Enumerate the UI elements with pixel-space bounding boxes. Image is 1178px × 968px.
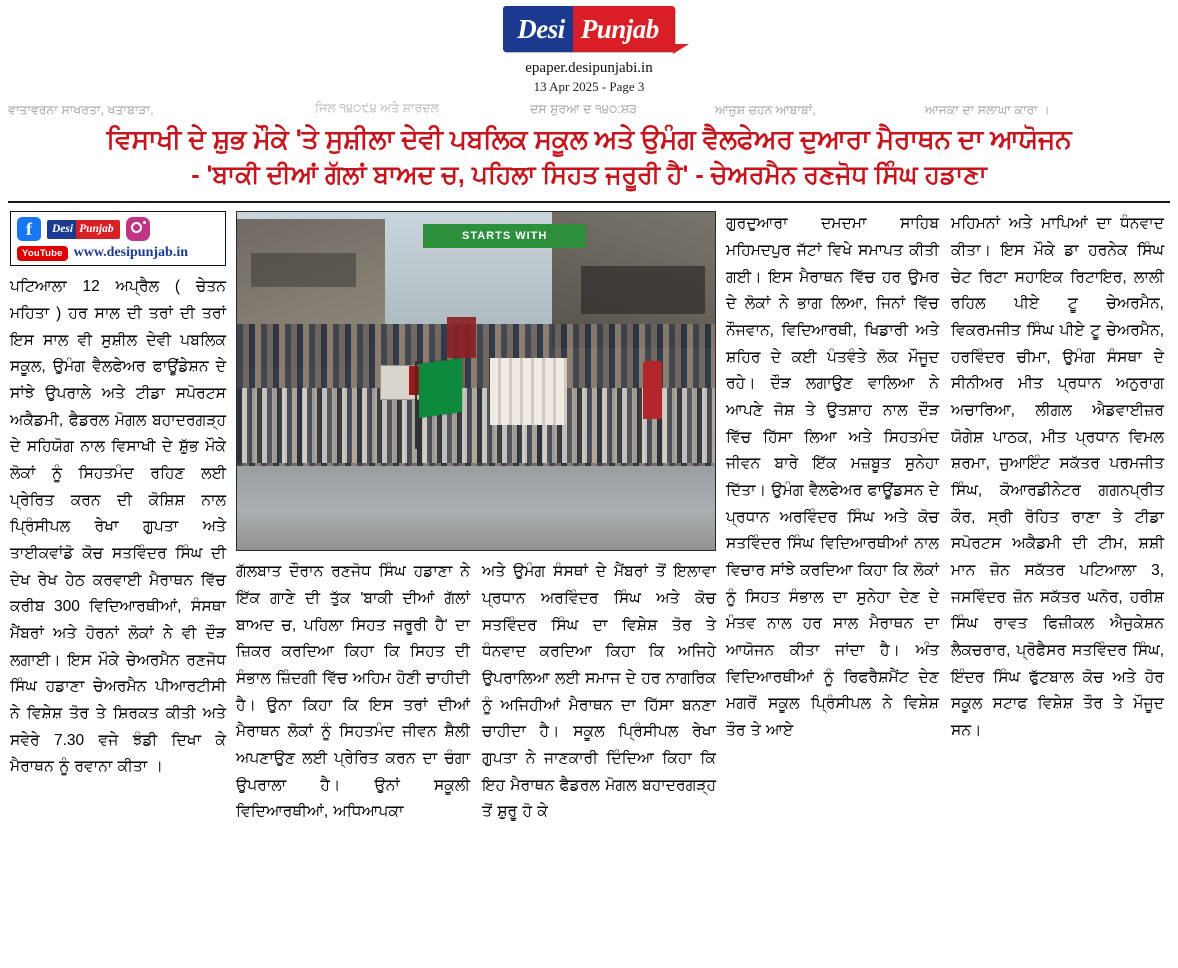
bleed-text-2: ਜਿਲ ੧੪੦੯੪ ਅਤੇ ਸ਼ਾਰਦਲ [315, 101, 439, 115]
mini-logo-text-desi: Desi [47, 220, 76, 239]
bleed-through-strip [0, 99, 1178, 121]
bleed-text-4: ਆਜ਼ੁਸ਼ ਚਹਨ ਆਬਾਬਾਂ, [715, 103, 816, 117]
article-column-b: ਅਤੇ ਉਮੰਗ ਸੰਸਥਾਂ ਦੇ ਮੈਂਬਰਾਂ ਤੋਂ ਇਲਾਵਾ ਪ੍ਰਧਾਨ ਅਰਵਿੰਦਰ ਸਿੰਘ ਅਤੇ ਕੋਚ ਸਤਵਿੰਦਰ ਸਿੰਘ ਦਾ ਵਿਸ਼ੇਸ਼ ਤੋਰ ਤੇ ਧੰਨਵਾਦ ਕਰਦਿਆ ਕਿਹਾ ਕਿ ਅਜਿਹੇ ਉਪਰਾਲਿਆ ਲਈ ਸਮਾਜ ਦੇ ਹਰ ਨਾਗਰਿਕ ਨੂੰ ਅਜਿਹੀਆਂ ਮੈਰਾਥਨ ਦਾ ਹਿੱਸਾ ਬਨਣਾ ਚਾਹੀਦਾ ਹੈ। ਸਕੂਲ ਪ੍ਰਿੰਸੀਪਲ ਰੇਖਾ ਗੁਪਤਾ ਨੇ ਜਾਣਕਾਰੀ ਦਿੰਦਿਆ ਕਿਹਾ ਕਿ ਇਹ ਮੈਰਾਥਨ ਫੈਡਰਲ ਮੋਗਲ ਬਹਾਦਰਗੜ੍ਹ ਤੋਂ ਸ਼ੁਰੂ ਹੋ ਕੇ [482, 563, 716, 821]
masthead [0, 0, 1178, 95]
desi-punjab-logo [503, 6, 675, 52]
photo-green-flag [419, 358, 462, 418]
photo-shop-right [581, 266, 705, 313]
bleed-text-1: ਵਾਤਾਵਰਨਾ ਸਾਖਰਤਾ, ਖਤਾਬਾੜਾ, [8, 103, 154, 117]
column-left [10, 211, 226, 925]
photo-overhead-banner: STARTS WITH [423, 224, 586, 248]
article-headline [0, 121, 1178, 191]
epaper-url[interactable]: epaper.desipunjabi.in [525, 60, 653, 76]
photo-flag-pole [415, 361, 417, 449]
headline-line-2: - 'ਬਾਕੀ ਦੀਆਂ ਗੱਲਾਂ ਬਾਅਦ ਚ, ਪਹਿਲਾ ਸਿਹਤ ਜਰੂਰੀ ਹੈ' - ਚੇਅਰਮੈਨ ਰਣਜੋਧ ਸਿੰਘ ਹਡਾਣਾ [191, 160, 987, 189]
social-media-box [10, 211, 226, 266]
website-url[interactable]: www.desipunjab.in [73, 245, 189, 261]
photo-shop-left [251, 253, 356, 287]
photo-person-red-shirt [643, 361, 662, 418]
article-column-c: ਗੁਰਦੁਆਰਾ ਦਮਦਮਾ ਸਾਹਿਬ ਮਹਿਮਦਪੁਰ ਜੱਟਾਂ ਵਿਖੇ ਸਮਾਪਤ ਕੀਤੀ ਗਈ। ਇਸ ਮੈਰਾਥਨ ਵਿੱਚ ਹਰ ਉਮਰ ਦੇ ਲੋਕਾਂ ਨੇ ਭਾਗ ਲਿਆ, ਜਿਨਾਂ ਵਿੱਚ ਨੌਜਵਾਨ, ਵਿਦਿਆਰਥੀ, ਖਿਡਾਰੀ ਅਤੇ ਸ਼ਹਿਰ ਦੇ ਕਈ ਪੰਤਵੰਤੇ ਲੋਕ ਮੌਜੂਦ ਰਹੇ। ਦੌੜ ਲਗਾਉਣ ਵਾਲਿਆ ਨੇ ਆਪਣੇ ਜੋਸ਼ ਤੇ ਉਤਸ਼ਾਹ ਨਾਲ ਦੌੜ ਵਿੱਚ ਹਿੱਸਾ ਲਿਆ ਅਤੇ ਸਿਹਤਮੰਦ ਜੀਵਨ ਬਾਰੇ ਇੱਕ ਮਜ਼ਬੂਤ ਸੁਨੇਹਾ ਦਿੱਤਾ। ਉਮੰਗ ਵੈਲਫੇਅਰ ਫਾਊਂਡਸਨ ਦੇ ਪ੍ਰਧਾਨ ਅਰਵਿੰਦਰ ਸਿੰਘ ਅਤੇ ਕੋਚ ਸਤਵਿੰਦਰ ਸਿੰਘ ਵਿਦਿਆਰਥੀਆਂ ਨਾਲ ਵਿਚਾਰ ਸਾਂਝੇ ਕਰਦਿਆ ਕਿਹਾ ਕਿ ਲੋਕਾਂ ਨੂੰ ਸਿਹਤ ਸੰਭਾਲ ਦਾ ਸੁਨੇਹਾ ਦੇਣ ਦੇ ਮੰਤਵ ਨਾਲ ਹਰ ਸਾਲ ਮੈਰਾਥਨ ਦਾ ਆਯੋਜਨ ਕੀਤਾ ਜਾਂਦਾ ਹੈ। ਅੰਤ ਵਿਦਿਆਰਥੀਆਂ ਨੂੰ ਰਿਫਰੈਸ਼ਮੈਂਟ ਦੇਣ ਮਗਰੋਂ ਸਕੂਲ ਪ੍ਰਿੰਸੀਪਲ ਨੇ ਵਿਸ਼ੇਸ਼ ਤੌਰ ਤੇ ਆਏ [726, 215, 939, 739]
mini-logo-text-punjab: Punjab [76, 220, 120, 239]
column-middle [236, 211, 716, 925]
facebook-icon[interactable]: f [17, 217, 41, 241]
headline-line-1: ਵਿਸਾਖੀ ਦੇ ਸ਼ੁਭ ਮੌਕੇ 'ਤੇ ਸੁਸ਼ੀਲਾ ਦੇਵੀ ਪਬਲਿਕ ਸਕੂਲ ਅਤੇ ਉਮੰਗ ਵੈਲਫੇਅਰ ਦੁਆਰਾ ਮੈਰਾਥਨ ਦਾ ਆਯੋਜਨ [106, 124, 1072, 154]
bleed-text-3: ਦਸ ਸ਼ੁਰਆ ਦ ੧੪੦:ਸ਼੩ [530, 102, 637, 116]
photo-foreground-shadow [237, 510, 715, 551]
article-lead-paragraph: ਪਟਿਆਲਾ 12 ਅਪ੍ਰੈਲ ( ਚੇਤਨ ਮਹਿਤਾ ) ਹਰ ਸਾਲ ਦੀ ਤਰਾਂ ਦੀ ਤਰਾਂ ਇਸ ਸਾਲ ਵੀ ਸੁਸ਼ੀਲ ਦੇਵੀ ਪਬਲਿਕ ਸਕੂਲ, ਉਮੰਗ ਵੈਲਫੇਅਰ ਫਾਊਂਡੇਸ਼ਨ ਦੇ ਸਾਂਝੇ ਉਪਰਾਲੇ ਅਤੇ ਟੀਡਾ ਸਪੋਰਟਸ ਅਕੈਡਮੀ, ਫੈਡਰਲ ਮੋਗਲ ਬਹਾਦਰਗੜ੍ਹ ਦੇ ਸਹਿਯੋਗ ਨਾਲ ਵਿਸਾਖੀ ਦੇ ਸ਼ੁੱਭ ਮੌਕੇ ਲੋਕਾਂ ਨੂੰ ਸਿਹਤਮੰਦ ਰਹਿਣ ਲਈ ਪ੍ਰੇਰਿਤ ਕਰਨ ਦੀ ਕੋਸ਼ਿਸ਼ ਨਾਲ ਪ੍ਰਿੰਸੀਪਲ ਰੇਖਾ ਗੁਪਤਾ ਅਤੇ ਤਾਈਕਵਾਂਡੋ ਕੋਚ ਸਤਵਿੰਦਰ ਸਿੰਘ ਦੀ ਦੇਖ ਰੇਖ ਹੇਠ ਕਰਵਾਈ ਮੈਰਾਥਨ ਵਿੱਚ ਕਰੀਬ 300 ਵਿਦਿਆਰਥੀਆਂ, ਸੰਸਥਾ ਮੈਂਬਰਾਂ ਅਤੇ ਹੋਰਨਾਂ ਲੋਕਾਂ ਨੇ ਵੀ ਦੌੜ ਲਗਾਈ। ਇਸ ਮੌਕੇ ਚੇਅਰਮੈਨ ਰਣਜੋਧ ਸਿੰਘ ਹਡਾਣਾ ਚੇਅਰਮੈਨ ਪੀਆਰਟੀਸੀ ਨੇ ਵਿਸ਼ੇਸ਼ ਤੋਰ ਤੇ ਸ਼ਿਰਕਤ ਕੀਤੀ ਅਤੇ ਸਵੇਰੇ 7.30 ਵਜੇ ਝੰਡੀ ਦਿਖਾ ਕੇ ਮੈਰਾਥਨ ਨੂੰ ਰਵਾਨਾ ਕੀਤਾ । [10, 278, 226, 776]
article-body [0, 203, 1178, 925]
column-right [726, 211, 1164, 925]
epaper-date-page: 13 Apr 2025 - Page 3 [533, 79, 645, 94]
photo-red-banner-cloth [447, 317, 476, 358]
article-column-a: ਗੱਲਬਾਤ ਦੌਰਾਨ ਰਣਜੋਧ ਸਿੰਘ ਹਡਾਣਾ ਨੇ ਇੱਕ ਗਾਣੇ ਦੀ ਤੁੱਕ 'ਬਾਕੀ ਦੀਆਂ ਗੱਲਾਂ ਬਾਅਦ ਚ, ਪਹਿਲਾ ਸਿਹਤ ਜਰੂਰੀ ਹੈ' ਦਾ ਜ਼ਿਕਰ ਕਰਦਿਆ ਕਿਹਾ ਕਿ ਸਿਹਤ ਦੀ ਸੰਭਾਲ ਜ਼ਿੰਦਗੀ ਵਿੱਚ ਅਹਿਮ ਹੋਣੀ ਚਾਹੀਦੀ ਹੈ। ਉਨਾ ਕਿਹਾ ਕਿ ਇਸ ਤਰਾਂ ਦੀਆਂ ਮੈਰਾਥਨ ਲੋਕਾਂ ਨੂੰ ਸਿਹਤਮੰਦ ਜੀਵਨ ਸ਼ੈਲੀ ਅਪਣਾਉਣ ਲਈ ਪ੍ਰੇਰਿਤ ਕਰਨ ਦਾ ਚੰਗਾ ਉਪਰਾਲਾ ਹੈ। ਉਨਾਂ ਸਕੂਲੀ ਵਿਦਿਆਰਥੀਆਂ, ਅਧਿਆਪਕਾ [236, 563, 470, 821]
logo-text-desi: Desi [503, 6, 573, 52]
instagram-icon[interactable] [126, 217, 150, 241]
marathon-photo [236, 211, 716, 551]
mini-desi-punjab-logo [47, 220, 120, 239]
logo-ribbon-tail [673, 44, 689, 54]
article-column-d: ਮਹਿਮਨਾਂ ਅਤੇ ਮਾਪਿਆਂ ਦਾ ਧੰਨਵਾਦ ਕੀਤਾ। ਇਸ ਮੌਕੇ ਡਾ ਹਰਨੇਕ ਸਿੰਘ ਚੇਟ ਰਿਟਾ ਸਹਾਇਕ ਰਿਟਾਇਰ, ਲਾਲੀ ਰਹਿਲ ਪੀਏ ਟੂ ਚੇਅਰਮੈਨ, ਵਿਕਰਮਜੀਤ ਸਿੰਘ ਪੀਏ ਟੂ ਚੇਅਰਮੈਨ, ਹਰਵਿੰਦਰ ਚੀਮਾ, ਉਮੰਗ ਸੰਸਥਾ ਦੇ ਸੀਨੀਅਰ ਮੀਤ ਪ੍ਰਧਾਨ ਅਨੁਰਾਗ ਅਚਾਰਿਆ, ਲੀਗਲ ਐਡਵਾਈਜ਼ਰ ਯੋਗੇਸ਼ ਪਾਠਕ, ਮੀਤ ਪ੍ਰਧਾਨ ਵਿਮਲ ਸ਼ਰਮਾ, ਜੁਆਇੰਟ ਸਕੱਤਰ ਪਰਮਜੀਤ ਸਿੰਘ, ਕੋਆਰਡੀਨੇਟਰ ਗਗਨਪ੍ਰੀਤ ਕੌਰ, ਸ੍ਰੀ ਰੋਹਿਤ ਰਾਣਾ ਤੇ ਟੀਡਾ ਸਪੋਰਟਸ ਅਕੈਡਮੀ ਦੀ ਟੀਮ, ਸ਼ਸ਼ੀ ਮਾਨ ਜ਼ੋਨ ਸਕੱਤਰ ਪਟਿਆਲਾ 3, ਜਸਵਿੰਦਰ ਜ਼ੋਨ ਸਕੱਤਰ ਘਨੋਰ, ਹਰੀਸ਼ ਸਿੰਘ ਰਾਵਤ ਫਿਜ਼ੀਕਲ ਐਜੁਕੇਸ਼ਨ ਲੈਕਚਰਾਰ, ਪ੍ਰੋਫੈਸਰ ਸਤਵਿੰਦਰ ਸਿੰਘ, ਇੰਦਰ ਸਿੰਘ ਫੁੱਟਬਾਲ ਕੋਚ ਅਤੇ ਹੋਰ ਸਕੂਲ ਸਟਾਫ ਵਿਸ਼ੇਸ਼ ਤੌਰ ਤੇ ਮੌਜੂਦ ਸਨ। [951, 215, 1164, 739]
logo-text-punjab: Punjab [573, 6, 675, 52]
bleed-text-5: ਆਜਕਾ ਦਾ ਸਲਾਘਾ ਕਾਰਾ । [925, 103, 1050, 117]
photo-guests-group [490, 358, 566, 426]
youtube-icon[interactable]: YouTube [17, 246, 68, 261]
